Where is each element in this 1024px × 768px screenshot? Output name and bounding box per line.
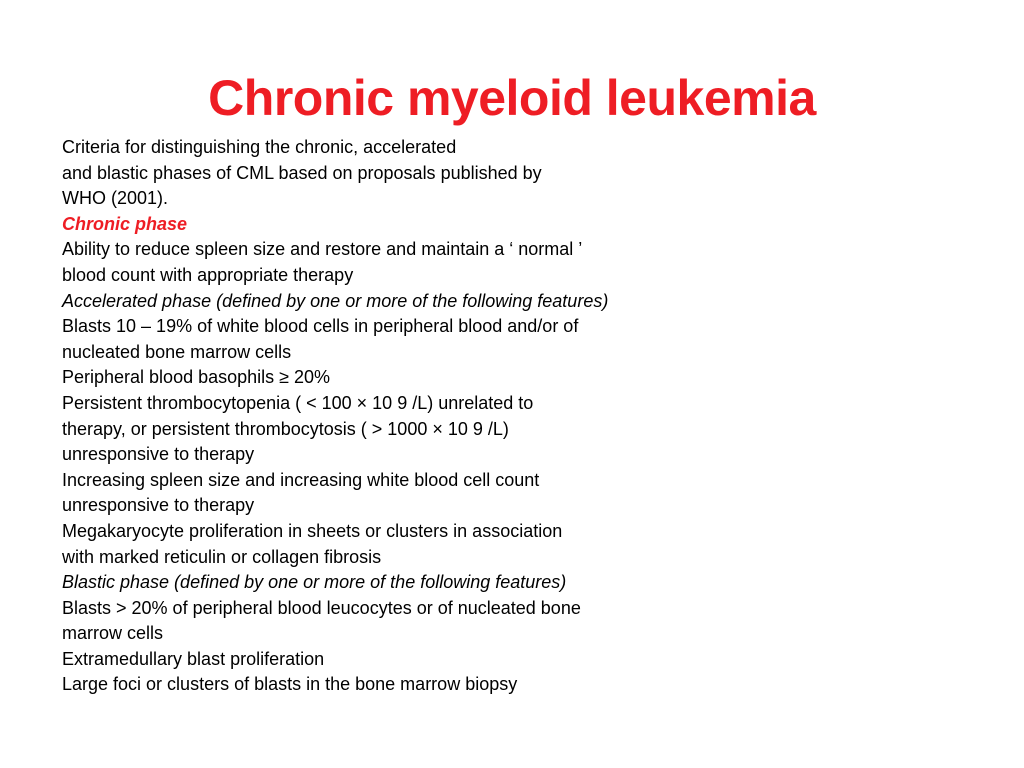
slide-body bbox=[62, 135, 962, 698]
chronic-phase-heading: Chronic phase bbox=[62, 213, 188, 234]
accelerated-phase-criterion: Peripheral blood basophils ≥ 20% bbox=[62, 367, 331, 388]
chronic-phase-criterion: blood count with appropriate therapy bbox=[62, 264, 354, 285]
accelerated-phase-criterion: nucleated bone marrow cells bbox=[62, 341, 292, 362]
blastic-phase-criterion: Large foci or clusters of blasts in the bone marrow biopsy bbox=[62, 674, 518, 695]
accelerated-phase-criterion: with marked reticulin or collagen fibrosis bbox=[62, 546, 382, 567]
slide-title: Chronic myeloid leukemia bbox=[208, 70, 816, 126]
accelerated-phase-criterion: Persistent thrombocytopenia ( < 100 × 10 9 /L) unrelated to bbox=[62, 392, 534, 413]
accelerated-phase-criterion: Blasts 10 – 19% of white blood cells in peripheral blood and/or of bbox=[62, 316, 579, 337]
blastic-phase-criterion: marrow cells bbox=[62, 623, 164, 644]
body-line-intro: WHO (2001). bbox=[62, 188, 169, 209]
blastic-phase-heading: Blastic phase (defined by one or more of the following features) bbox=[62, 572, 567, 593]
accelerated-phase-criterion: Megakaryocyte proliferation in sheets or clusters in association bbox=[62, 520, 563, 541]
accelerated-phase-criterion: Increasing spleen size and increasing white blood cell count bbox=[62, 469, 540, 490]
chronic-phase-criterion: Ability to reduce spleen size and restore and maintain a ‘ normal ’ bbox=[62, 239, 583, 260]
accelerated-phase-criterion: unresponsive to therapy bbox=[62, 444, 255, 465]
accelerated-phase-criterion: unresponsive to therapy bbox=[62, 495, 255, 516]
accelerated-phase-heading: Accelerated phase (defined by one or more of the following features) bbox=[62, 290, 609, 311]
body-line-intro: Criteria for distinguishing the chronic, accelerated bbox=[62, 137, 457, 157]
blastic-phase-criterion: Blasts > 20% of peripheral blood leucocytes or of nucleated bone bbox=[62, 597, 581, 618]
body-line-intro: and blastic phases of CML based on proposals published by bbox=[62, 162, 542, 183]
blastic-phase-criterion: Extramedullary blast proliferation bbox=[62, 648, 325, 669]
accelerated-phase-criterion: therapy, or persistent thrombocytosis ( > 1000 × 10 9 /L) bbox=[62, 418, 509, 439]
